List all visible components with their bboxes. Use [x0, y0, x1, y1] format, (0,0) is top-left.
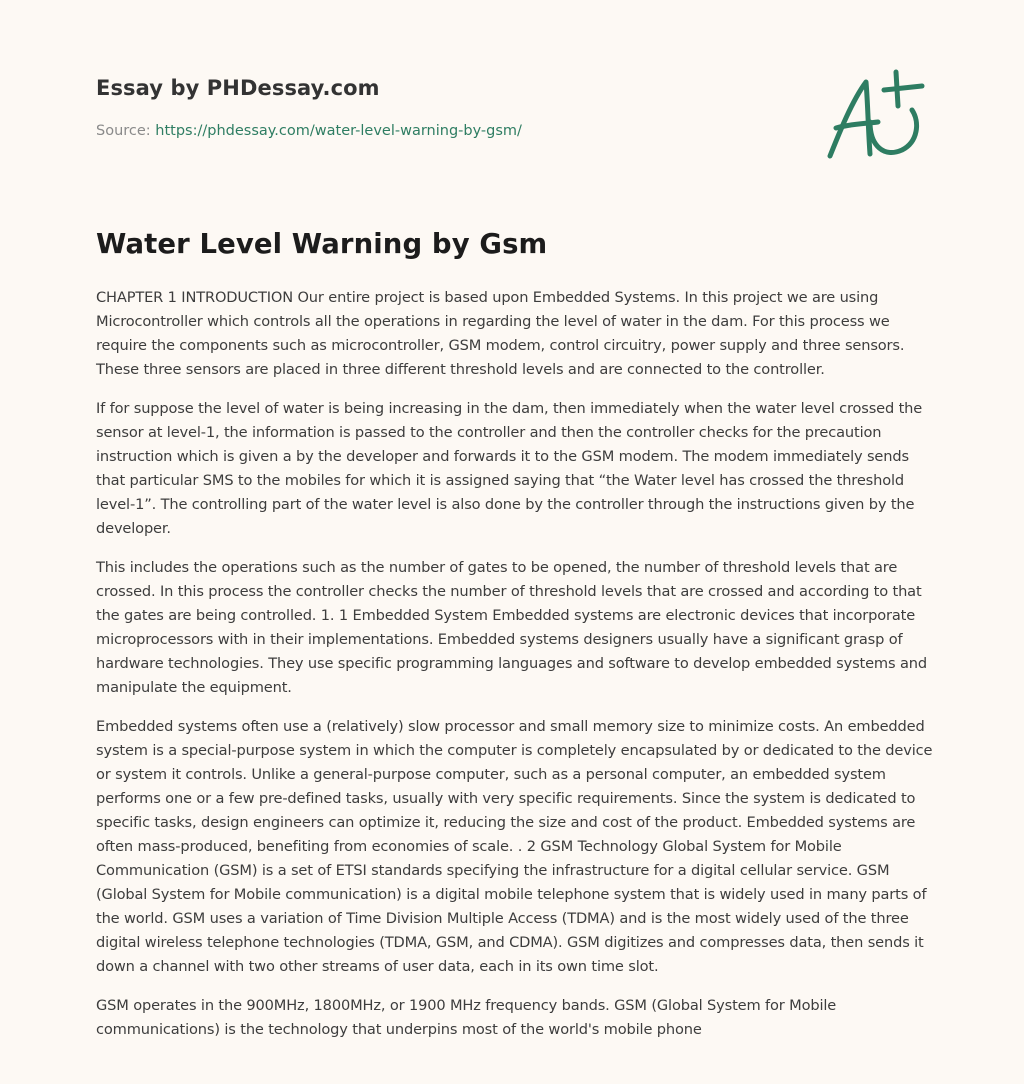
essay-paragraph: This includes the operations such as the number of gates to be opened, the number of threshold levels that are crossed. In this process the controller checks the number of threshold levels that are crossed and according to that the gates are being controlled. 1. 1 Embedded System Embedded systems are electronic devices that incorporate microprocessors with in their implementations. Embedded systems designers usually have a significant grasp of hardware technologies. They use specific programming languages and software to develop embedded systems and manipulate the equipment.	[96, 559, 927, 696]
essay-paragraph: GSM operates in the 900MHz, 1800MHz, or 1900 MHz frequency bands. GSM (Global System for Mobile communications) is the technology that underpins most of the world's mobile phone	[96, 997, 837, 1038]
essay-title: Water Level Warning by Gsm	[96, 228, 548, 260]
essay-paragraph: If for suppose the level of water is being increasing in the dam, then immediately when the water level crossed the sensor at level-1, the information is passed to the controller and then the controller checks for the precaution instruction which is given a by the developer and forwards it to the GSM modem. The modem immediately sends that particular SMS to the mobiles for which it is assigned saying that “the Water level has crossed the threshold level-1”. The controlling part of the water level is also done by the controller through the instructions given by the developer.	[96, 400, 923, 537]
site-title: Essay by PHDessay.com	[96, 76, 380, 100]
source-label: Source:	[96, 123, 151, 139]
essay-paragraph: CHAPTER 1 INTRODUCTION Our entire project is based upon Embedded Systems. In this project we are using Microcontroller which controls all the operations in regarding the level of water in the dam. For this process we require the components such as microcontroller, GSM modem, control circuitry, power supply and three sensors. These three sensors are placed in three different threshold levels and are connected to the controller.	[96, 289, 905, 378]
source-link[interactable]: https://phdessay.com/water-level-warning-by-gsm/	[155, 123, 522, 139]
essay-body	[96, 286, 936, 1057]
a-plus-grade-icon	[822, 66, 932, 166]
source-line	[96, 123, 522, 139]
essay-paragraph: Embedded systems often use a (relatively) slow processor and small memory size to minimize costs. An embedded system is a special-purpose system in which the computer is completely encapsulated by or dedicated to the device or system it controls. Unlike a general-purpose computer, such as a personal computer, an embedded system performs one or a few pre-defined tasks, usually with very specific requirements. Since the system is dedicated to specific tasks, design engineers can optimize it, reducing the size and cost of the product. Embedded systems are often mass-produced, benefiting from economies of scale. . 2 GSM Technology Global System for Mobile Communication (GSM) is a set of ETSI standards specifying the infrastructure for a digital cellular service. GSM (Global System for Mobile communication) is a digital mobile telephone system that is widely used in many parts of the world. GSM uses a variation of Time Division Multiple Access (TDMA) and is the most widely used of the three digital wireless telephone technologies (TDMA, GSM, and CDMA). GSM digitizes and compresses data, then sends it down a channel with two other streams of user data, each in its own time slot.	[96, 718, 933, 975]
page-header	[96, 76, 522, 139]
